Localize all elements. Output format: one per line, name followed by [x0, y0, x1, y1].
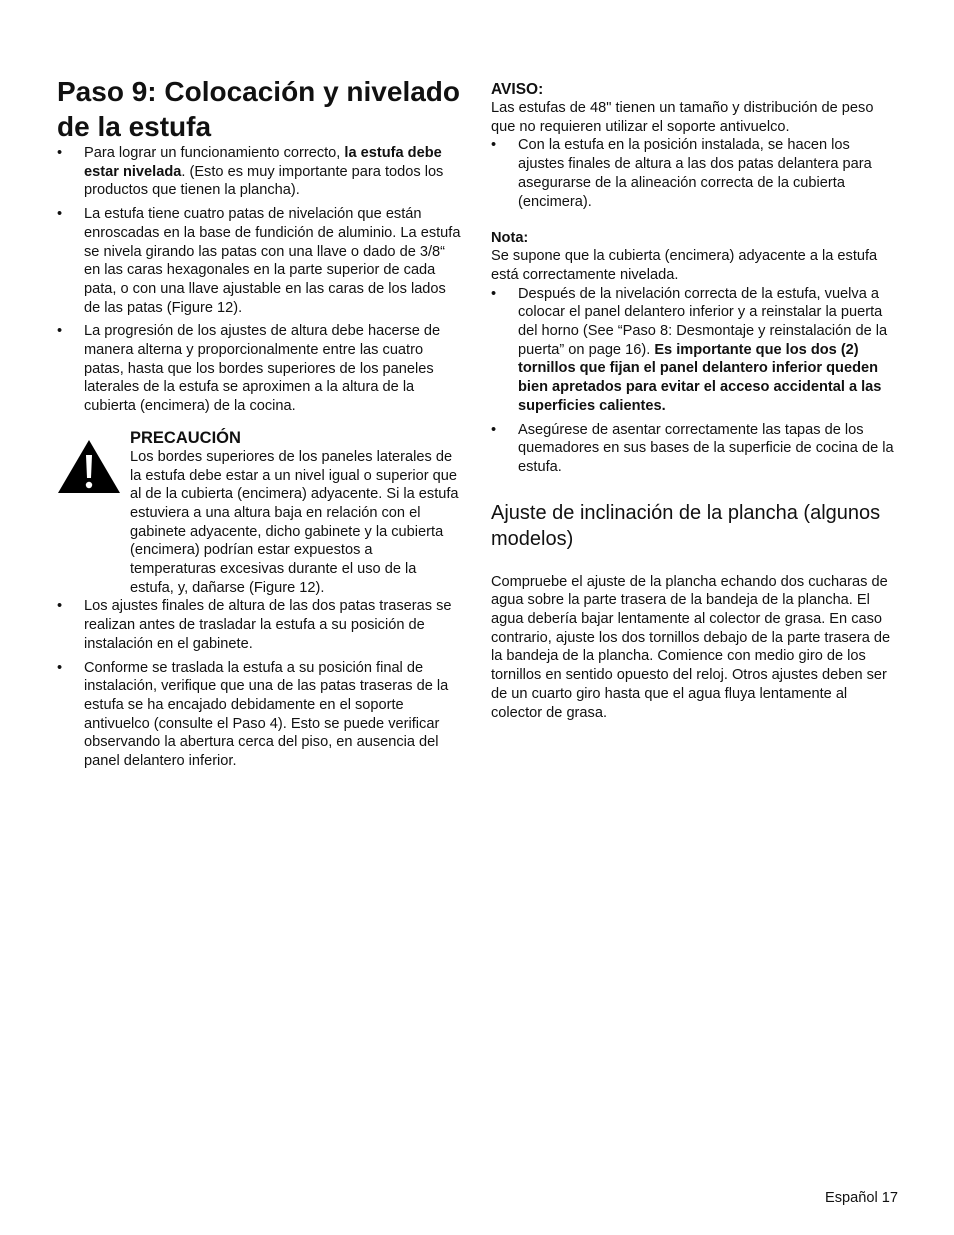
list-item-emphasis: la estufa debe estar nivelada	[84, 145, 442, 180]
list-item-text: Con la estufa en la posición instalada, se hacen los ajustes finales de altura a las dos patas delantera para asegurarse de la alineación correcta de la cubierta (encimera).	[518, 137, 872, 210]
list-item	[57, 659, 462, 771]
warning-triangle-icon	[57, 438, 121, 494]
front-legs-bullet-list	[491, 136, 899, 211]
caution-title: PRECAUCIÓN	[130, 428, 241, 447]
list-item-text-end: . (Esto es muy importante para todos los productos que tienen la plancha).	[84, 163, 444, 199]
list-item	[57, 205, 462, 317]
list-item	[491, 421, 899, 477]
left-column	[57, 74, 462, 776]
list-item-text: Conforme se traslada la estufa a su posición final de instalación, verifique que una de las patas traseras de la estufa se ha encajado debidamente en el soporte antivuelco (consulte el Paso 4). Esto se puede verificar observando la abertura cerca del piso, en ausencia del panel delantero inferior.	[84, 659, 449, 770]
list-item-emphasis: Es importante que los dos (2) tornillos que fijan el panel delantero inferior queden bien apretados para evitar el acceso accidental a las superficies calientes.	[518, 341, 882, 414]
list-item-text-start: Para lograr un funcionamiento correcto,	[84, 145, 345, 161]
list-item	[57, 322, 462, 416]
bullet-glyph: •	[57, 145, 63, 161]
bullet-glyph: •	[491, 285, 497, 302]
section-heading: Ajuste de inclinación de la plancha (algunos modelos)	[491, 501, 881, 550]
notice-text: Las estufas de 48" tienen un tamaño y distribución de peso que no requieren utilizar el soporte antivuelco.	[491, 100, 874, 135]
caution-text: Los bordes superiores de los paneles laterales de la estufa debe estar a un nivel igual o superior que al de la cubierta (encimera) adyacente. Si la estufa estuviera a una altura baja en relación con el gabinete adyacente, dicho gabinete y la cubierta (encimera) podrían estar expuestos a temperaturas excesivas durante el uso de la estufa, y, dañarse (Figure 12).	[130, 448, 459, 596]
bullet-glyph: •	[57, 659, 63, 676]
notice-title: AVISO:	[491, 81, 544, 98]
page-footer: Español 17	[824, 1190, 898, 1206]
list-item	[57, 597, 462, 653]
bullet-glyph: •	[57, 598, 63, 615]
list-item-text: Asegúrese de asentar correctamente las tapas de los quemadores en sus bases de la superficie de cocina de la estufa.	[518, 421, 894, 475]
right-column	[491, 80, 899, 722]
list-item-text: Los ajustes finales de altura de las dos patas traseras se realizan antes de trasladar la estufa a su posición de instalación en el gabinete.	[84, 598, 452, 652]
section-text: Compruebe el ajuste de la plancha echando dos cucharas de agua sobre la parte trasera de la bandeja de la plancha. El agua debería bajar lentamente al colector de grasa. En caso contrario, ajuste los dos tornillos debajo de la parte trasera de la bandeja de la plancha. Comience con medio giro de los tornillos en sentido opuesto del reloj. Otros ajustes deben ser de un cuarto giro hasta que el agua fluya lentamente al colector de grasa.	[491, 573, 891, 721]
bullet-glyph: •	[491, 421, 497, 438]
page-title: Paso 9: Colocación y nivelado de la estufa	[57, 76, 461, 142]
final-adjustment-bullet-list	[57, 597, 462, 770]
list-item-text: Después de la nivelación correcta de la estufa, vuelva a colocar el panel delantero inferior y a reinstalar la puerta del horno (See “Paso 8: Desmontaje y reinstalación de la puerta” on page 16).	[518, 285, 888, 358]
list-item	[491, 136, 899, 211]
list-item-text: La progresión de los ajustes de altura debe hacerse de manera alterna y proporcionalmente entre las cuatro patas, hasta que los bordes superiores de los paneles laterales de la estufa se aproximen a la altura de la cubierta (encimera) de la cocina.	[84, 323, 441, 415]
list-item	[57, 144, 462, 200]
reinstall-bullet-list	[491, 285, 899, 477]
note-title: Nota:	[491, 230, 529, 247]
leveling-bullet-list	[57, 144, 462, 416]
caution-box	[57, 428, 462, 598]
list-item	[491, 285, 899, 416]
list-item-text: La estufa tiene cuatro patas de nivelación que están enroscadas en la base de fundición de aluminio. La estufa se nivela girando las patas con una llave o dado de 3/8“ en las caras hexagonales en la parte superior de cada pata, o con una llave ajustable en las caras de los lados de las patas (Figure 12).	[84, 206, 461, 316]
note-text: Se supone que la cubierta (encimera) adyacente a la estufa está correctamente nivelada.	[491, 248, 878, 283]
bullet-glyph: •	[57, 323, 63, 340]
bullet-glyph: •	[491, 137, 497, 154]
bullet-glyph: •	[57, 206, 63, 223]
